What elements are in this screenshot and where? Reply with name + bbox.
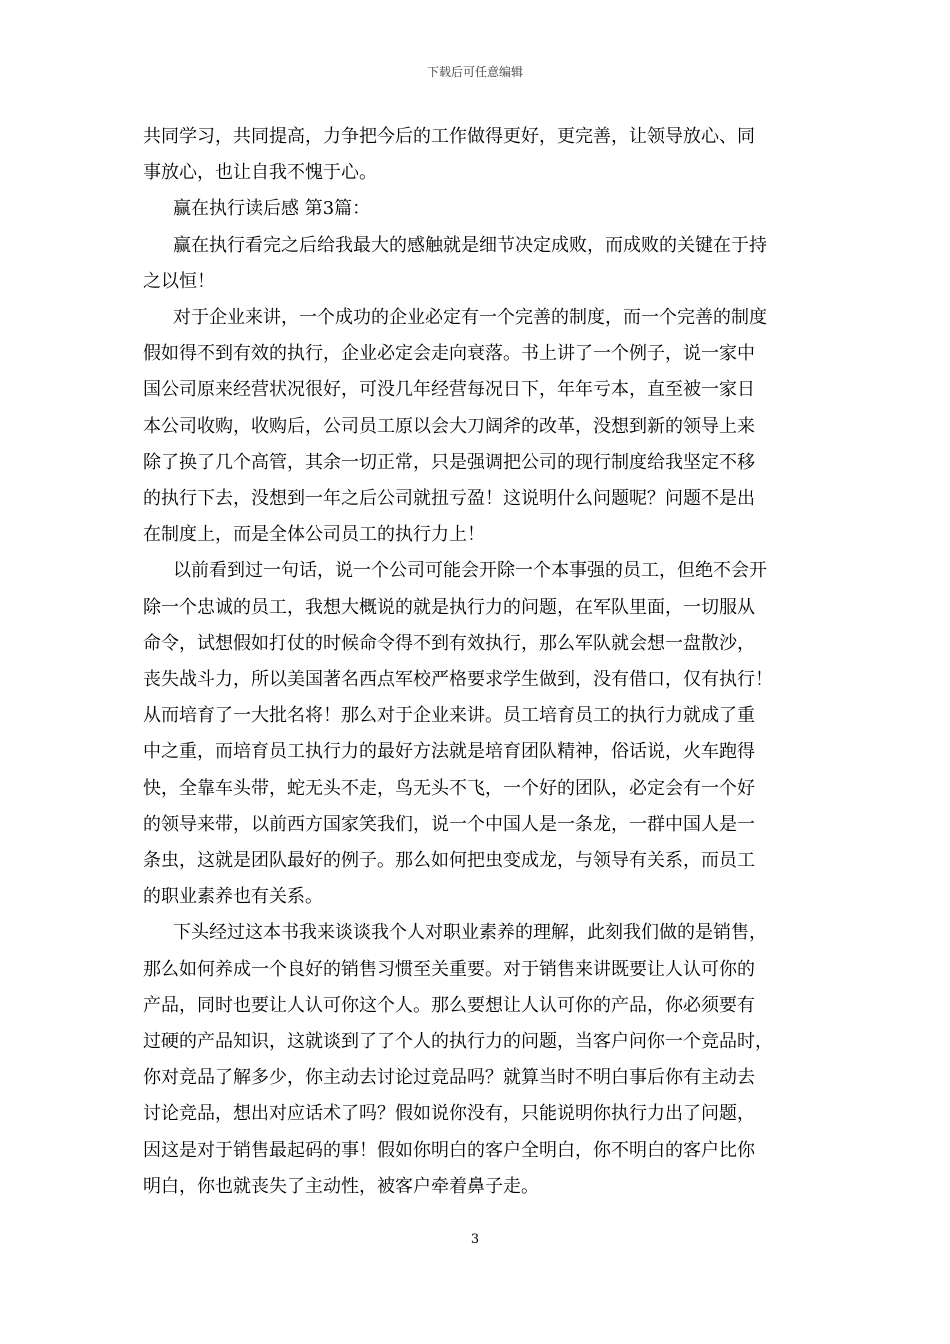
page-header: 下载后可任意编辑 <box>426 65 523 79</box>
text-line: 命令，试想假如打仗的时候命令得不到有效执行，那么军队就会想一盘散沙， <box>143 632 755 654</box>
text-line: 赢在执行看完之后给我最大的感触就是细节决定成败，而成败的关键在于持 <box>173 234 767 256</box>
text-line: 对于企业来讲，一个成功的企业必定有一个完善的制度，而一个完善的制度 <box>173 307 767 329</box>
text-line: 假如得不到有效的执行，企业必定会走向衰落。书上讲了一个例子，说一家中 <box>143 343 755 365</box>
text-line: 产品，同时也要让人认可你这个人。那么要想让人认可你的产品，你必须要有 <box>143 994 755 1016</box>
text-line: 中之重，而培育员工执行力的最好方法就是培育团队精神，俗话说，火车跑得 <box>143 741 755 763</box>
page-number: 3 <box>470 1232 480 1247</box>
text-line: 快，全靠车头带，蛇无头不走，鸟无头不飞，一个好的团队，必定会有一个好 <box>143 777 755 799</box>
text-line: 过硬的产品知识，这就谈到了了个人的执行力的问题，当客户问你一个竞品时， <box>143 1031 773 1053</box>
text-line: 共同学习，共同提高，力争把今后的工作做得更好，更完善，让领导放心、同 <box>143 126 755 147</box>
text-line: 讨论竞品，想出对应话术了吗？假如说你没有，只能说明你执行力出了问题， <box>143 1103 755 1125</box>
text-line: 丧失战斗力，所以美国著名西点军校严格要求学生做到，没有借口，仅有执行！ <box>143 669 773 691</box>
text-line: 从而培育了一大批名将！那么对于企业来讲。员工培育员工的执行力就成了重 <box>143 705 755 727</box>
document-body <box>143 119 809 1205</box>
text-line: 下头经过这本书我来谈谈我个人对职业素养的理解，此刻我们做的是销售， <box>173 922 767 944</box>
text-line: 那么如何养成一个良好的销售习惯至关重要。对于销售来讲既要让人认可你的 <box>143 958 755 980</box>
text-line: 你对竞品了解多少，你主动去讨论过竞品吗？就算当时不明白事后你有主动去 <box>143 1067 755 1089</box>
text-line: 的执行下去，没想到一年之后公司就扭亏盈！这说明什么问题呢？问题不是出 <box>143 488 755 510</box>
text-line: 之以恒！ <box>143 270 215 292</box>
text-line: 在制度上，而是全体公司员工的执行力上！ <box>143 524 485 546</box>
text-line: 条虫，这就是团队最好的例子。那么如何把虫变成龙，与领导有关系，而员工 <box>143 850 755 872</box>
section-heading: 赢在执行读后感 第3篇： <box>173 198 371 220</box>
text-line: 国公司原来经营状况很好，可没几年经营每况日下，年年亏本，直至被一家日 <box>143 379 755 401</box>
text-line: 的领导来带，以前西方国家笑我们，说一个中国人是一条龙，一群中国人是一 <box>143 813 755 835</box>
text-line: 以前看到过一句话，说一个公司可能会开除一个本事强的员工，但绝不会开 <box>173 560 767 582</box>
text-line: 因这是对于销售最起码的事！假如你明白的客户全明白，你不明白的客户比你 <box>143 1139 755 1161</box>
text-line: 本公司收购，收购后，公司员工原以会大刀阔斧的改革，没想到新的领导上来 <box>143 415 755 437</box>
text-line: 事放心，也让自我不愧于心。 <box>143 162 377 184</box>
text-line: 明白，你也就丧失了主动性，被客户牵着鼻子走。 <box>143 1175 539 1197</box>
text-line: 的职业素养也有关系。 <box>143 886 323 908</box>
text-line: 除一个忠诚的员工，我想大概说的就是执行力的问题，在军队里面，一切服从 <box>143 596 755 618</box>
text-line: 除了换了几个高管，其余一切正常，只是强调把公司的现行制度给我坚定不移 <box>143 451 755 473</box>
